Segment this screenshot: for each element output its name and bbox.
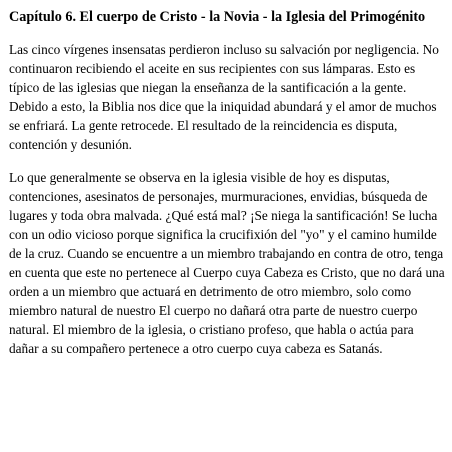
paragraph-2: Lo que generalmente se observa en la iglesia visible de hoy es disputas, contenciones, asesinatos de personajes, murmuraciones, envidias, búsqueda de lugares y toda obra malvada. ¿Qué está mal? ¡Se niega la santificación! Se lucha con un odio vicioso porque significa la crucifixión del "yo" y el camino humilde de la cruz. Cuando se encuentre a un miembro trabajando en contra de otro, tenga en cuenta que este no pertenece al Cuerpo cuya Cabeza es Cristo, que no dará una orden a un miembro que actuará en detrimento de otro miembro, solo como miembro natural de nuestro El cuerpo no dañará otra parte de nuestro cuerpo natural. El miembro de la iglesia, o cristiano profeso, que habla o actúa para dañar a su compañero pertenece a otro cuerpo cuya cabeza es Satanás. [9, 170, 445, 356]
chapter-title: Capítulo 6. El cuerpo de Cristo - la Novia - la Iglesia del Primogénito [9, 9, 426, 25]
document-page [9, 8, 445, 372]
paragraph-1: Las cinco vírgenes insensatas perdieron incluso su salvación por negligencia. No continuaron recibiendo el aceite en sus recipientes con sus lámparas. Esto es típico de las iglesias que niegan la enseñanza de la santificación a la gente. Debido a esto, la Biblia nos dice que la iniquidad abundará y el amor de muchos se enfriará. La gente retrocede. El resultado de la reincidencia es disputa, contención y desunión. [9, 42, 439, 152]
